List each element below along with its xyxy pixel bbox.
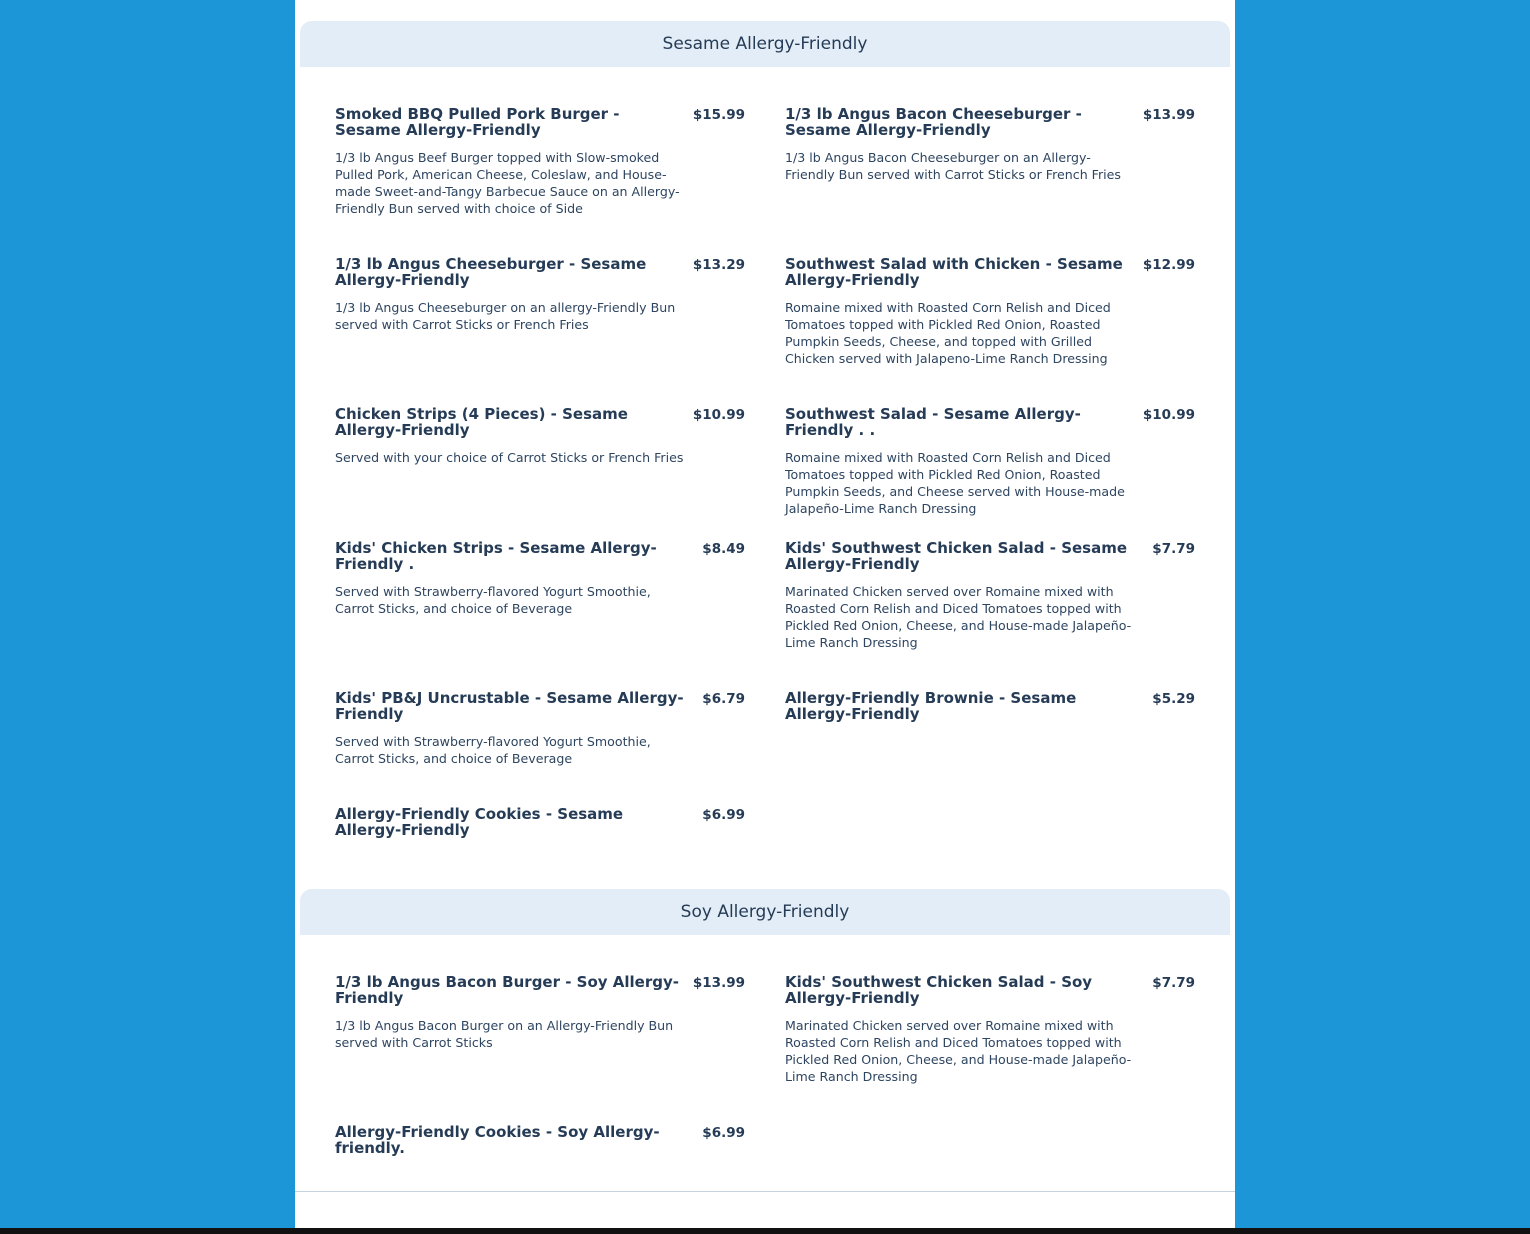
menu-item[interactable] xyxy=(785,690,1195,722)
menu-item-name: 1/3 lb Angus Bacon Cheeseburger - Sesame Allergy-Friendly xyxy=(785,105,1082,139)
menu-item-price: $7.79 xyxy=(1152,541,1195,557)
menu-item-name: Kids' PB&J Uncrustable - Sesame Allergy-Friendly xyxy=(335,689,684,723)
menu-item[interactable] xyxy=(335,806,745,838)
menu-item[interactable] xyxy=(335,406,745,466)
menu-item[interactable] xyxy=(335,974,745,1051)
menu-item-price: $5.29 xyxy=(1152,691,1195,707)
menu-item-price: $13.99 xyxy=(1142,107,1195,123)
window-bottom-edge xyxy=(0,1228,1530,1234)
menu-item-description: Marinated Chicken served over Romaine mixed with Roasted Corn Relish and Diced Tomatoes topped with Pickled Red Onion, Cheese, and House-made Jalapeño-Lime Ranch Dressing xyxy=(785,1018,1132,1084)
menu-item-description: 1/3 lb Angus Beef Burger topped with Slow-smoked Pulled Pork, American Cheese, Coleslaw, and House-made Sweet-and-Tangy Barbecue Sauce on an Allergy-Friendly Bun served with choice of Side xyxy=(335,150,680,216)
menu-item[interactable] xyxy=(335,106,745,217)
menu-panel xyxy=(295,0,1235,1228)
menu-item[interactable] xyxy=(335,1124,745,1156)
menu-item-price: $15.99 xyxy=(692,107,745,123)
menu-item-name: Kids' Southwest Chicken Salad - Sesame Allergy-Friendly xyxy=(785,539,1128,573)
menu-item-price: $13.99 xyxy=(692,975,745,991)
menu-item-name: Kids' Southwest Chicken Salad - Soy Allergy-Friendly xyxy=(785,973,1093,1007)
menu-item-price: $10.99 xyxy=(1142,407,1195,423)
menu-item-description: 1/3 lb Angus Bacon Burger on an Allergy-Friendly Bun served with Carrot Sticks xyxy=(335,1018,674,1050)
menu-item-description: Romaine mixed with Roasted Corn Relish and Diced Tomatoes topped with Pickled Red Onion, Roasted Pumpkin Seeds, and Cheese served with House-made Jalapeño-Lime Ranch Dressing xyxy=(785,450,1125,516)
menu-item-description: Romaine mixed with Roasted Corn Relish and Diced Tomatoes topped with Pickled Red Onion, Roasted Pumpkin Seeds, Cheese, and topped with Grilled Chicken served with Jalapeno-Lime Ranch Dressing xyxy=(785,300,1111,366)
menu-item-description: 1/3 lb Angus Bacon Cheeseburger on an Allergy-Friendly Bun served with Carrot Sticks or French Fries xyxy=(785,150,1121,182)
menu-item[interactable] xyxy=(785,974,1195,1085)
menu-item-price: $6.79 xyxy=(702,691,745,707)
menu-item-price: $6.99 xyxy=(702,807,745,823)
menu-item[interactable] xyxy=(785,540,1195,651)
menu-item-name: Southwest Salad - Sesame Allergy-Friendly . . xyxy=(785,405,1081,439)
menu-item-description: Served with your choice of Carrot Sticks or French Fries xyxy=(335,450,684,465)
menu-item[interactable] xyxy=(785,406,1195,517)
menu-item[interactable] xyxy=(785,256,1195,367)
menu-item-price: $10.99 xyxy=(692,407,745,423)
menu-item-name: Allergy-Friendly Cookies - Sesame Allergy-Friendly xyxy=(335,805,624,839)
menu-item-price: $12.99 xyxy=(1142,257,1195,273)
menu-item-name: 1/3 lb Angus Bacon Burger - Soy Allergy-Friendly xyxy=(335,973,679,1007)
menu-item-name: Allergy-Friendly Brownie - Sesame Allergy-Friendly xyxy=(785,689,1077,723)
menu-item-name: Kids' Chicken Strips - Sesame Allergy-Friendly . xyxy=(335,539,657,573)
menu-item-name: Southwest Salad with Chicken - Sesame Allergy-Friendly xyxy=(785,255,1123,289)
menu-item-name: 1/3 lb Angus Cheeseburger - Sesame Allergy-Friendly xyxy=(335,255,647,289)
menu-item[interactable] xyxy=(335,256,745,333)
menu-item-price: $13.29 xyxy=(692,257,745,273)
menu-item-description: Marinated Chicken served over Romaine mixed with Roasted Corn Relish and Diced Tomatoes topped with Pickled Red Onion, Cheese, and House-made Jalapeño-Lime Ranch Dressing xyxy=(785,584,1132,650)
menu-item-name: Chicken Strips (4 Pieces) - Sesame Allergy-Friendly xyxy=(335,405,628,439)
section-header-sesame: Sesame Allergy-Friendly xyxy=(300,21,1230,67)
menu-item-price: $7.79 xyxy=(1152,975,1195,991)
menu-item-description: 1/3 lb Angus Cheeseburger on an allergy-Friendly Bun served with Carrot Sticks or French Fries xyxy=(335,300,676,332)
menu-item[interactable] xyxy=(335,540,745,617)
menu-item[interactable] xyxy=(785,106,1195,183)
menu-item-price: $6.99 xyxy=(702,1125,745,1141)
menu-item-name: Allergy-Friendly Cookies - Soy Allergy-friendly. xyxy=(335,1123,660,1157)
menu-item-description: Served with Strawberry-flavored Yogurt Smoothie, Carrot Sticks, and choice of Beverage xyxy=(335,734,651,766)
menu-item-description: Served with Strawberry-flavored Yogurt Smoothie, Carrot Sticks, and choice of Beverage xyxy=(335,584,651,616)
menu-item[interactable] xyxy=(335,690,745,767)
section-divider xyxy=(295,1191,1235,1192)
menu-item-price: $8.49 xyxy=(702,541,745,557)
section-header-soy: Soy Allergy-Friendly xyxy=(300,889,1230,935)
menu-item-name: Smoked BBQ Pulled Pork Burger - Sesame Allergy-Friendly xyxy=(335,105,620,139)
